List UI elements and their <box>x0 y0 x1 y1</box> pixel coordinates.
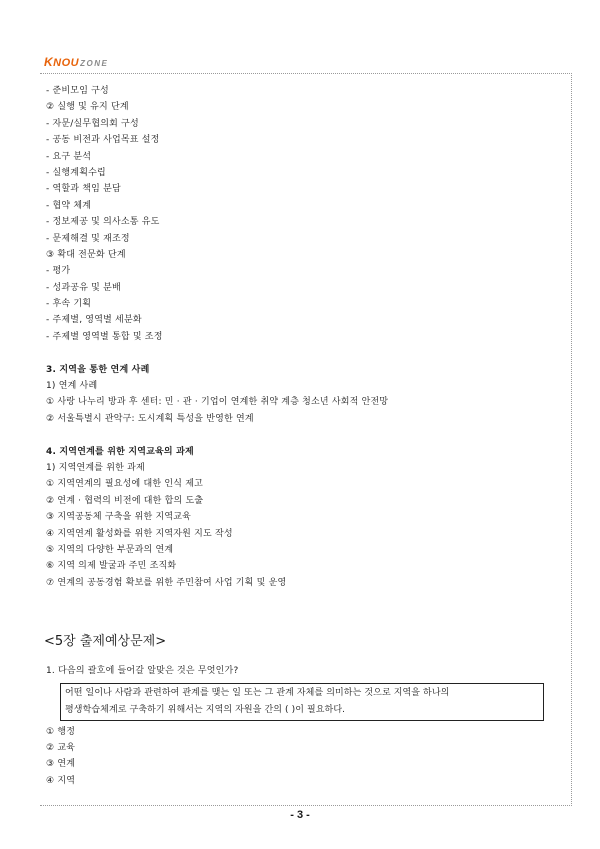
section-3-heading: 3. 지역을 통한 연계 사례 <box>46 364 150 375</box>
list-item: - 협약 체계 <box>46 200 92 211</box>
list-item: - 문제해결 및 재조정 <box>46 233 130 244</box>
spacer <box>46 427 566 443</box>
spacer <box>46 653 566 663</box>
list-item: - 준비모임 구성 <box>46 86 109 96</box>
list-item: ③ 지역공동체 구축을 위한 지역교육 <box>46 512 192 523</box>
list-item: - 역할과 책임 분담 <box>46 184 121 195</box>
page-number: - 3 - <box>290 809 310 821</box>
list-item: ④ 지역연계 활성화를 위한 지역자원 지도 작성 <box>46 528 233 539</box>
list-item: - 공동 비전과 사업목표 설정 <box>46 135 160 146</box>
list-item: - 성과공유 및 분배 <box>46 282 121 293</box>
question-box-line: 평생학습체계로 구축하기 위해서는 지역의 자원을 간의 ( )이 필요하다. <box>65 704 346 715</box>
spacer <box>46 345 566 361</box>
list-item: ⑦ 연계의 공동경험 확보를 위한 주민참여 사업 기획 및 운영 <box>46 577 287 588</box>
list-item: ② 실행 및 유지 단계 <box>46 102 129 113</box>
knouzone-logo <box>44 55 108 71</box>
chapter-title: <5장 출제예상문제> <box>44 634 167 650</box>
question-box <box>60 683 544 721</box>
question-prompt: 1. 다음의 괄호에 들어갈 알맞은 것은 무엇인가? <box>46 666 239 677</box>
list-item: ② 연계 · 협력의 비전에 대한 합의 도출 <box>46 495 204 506</box>
list-item: - 평가 <box>46 266 71 277</box>
list-item: - 요구 분석 <box>46 151 92 162</box>
page-content <box>46 83 566 789</box>
answer-option: ① 행정 <box>46 726 76 737</box>
list-item: - 주제별 영역별 통합 및 조정 <box>46 331 163 342</box>
question-box-line: 어떤 일이나 사람과 관련하여 관계를 맺는 일 또는 그 관계 자체를 의미하는 것으로 지역을 하나의 <box>65 687 450 698</box>
list-item: ② 서울특별시 관악구: 도시계획 특성을 반영한 연계 <box>46 413 254 424</box>
logo-zone: ZONE <box>80 59 109 68</box>
answer-option: ④ 지역 <box>46 775 76 786</box>
list-item: ③ 확대 전문화 단계 <box>46 249 126 260</box>
list-item: ① 지역연계의 필요성에 대한 인식 제고 <box>46 479 203 490</box>
section-4-heading: 4. 지역연계를 위한 지역교육의 과제 <box>46 446 194 457</box>
spacer <box>46 591 566 631</box>
logo-k: K <box>44 55 54 69</box>
list-item: ⑥ 지역 의제 발굴과 주민 조직화 <box>46 561 177 572</box>
list-item: - 자문/실무협의회 구성 <box>46 118 139 129</box>
list-item: - 정보제공 및 의사소통 유도 <box>46 217 160 228</box>
answer-option: ② 교육 <box>46 742 76 753</box>
list-item: - 후속 기획 <box>46 299 92 310</box>
list-item: - 실행계획수립 <box>46 167 106 178</box>
list-item: ① 사랑 나누리 방과 후 센터: 민 · 관 · 기업이 연계한 취약 계층 청소년 사회적 안전망 <box>46 397 389 408</box>
logo-nou: NOU <box>53 57 80 69</box>
list-item: 1) 지역연계를 위한 과제 <box>46 462 145 473</box>
list-item: - 주제별, 영역별 세분화 <box>46 315 142 326</box>
list-item: 1) 연계 사례 <box>46 381 98 392</box>
answer-option: ③ 연계 <box>46 759 76 770</box>
list-item: ⑤ 지역의 다양한 부문과의 연계 <box>46 544 174 555</box>
